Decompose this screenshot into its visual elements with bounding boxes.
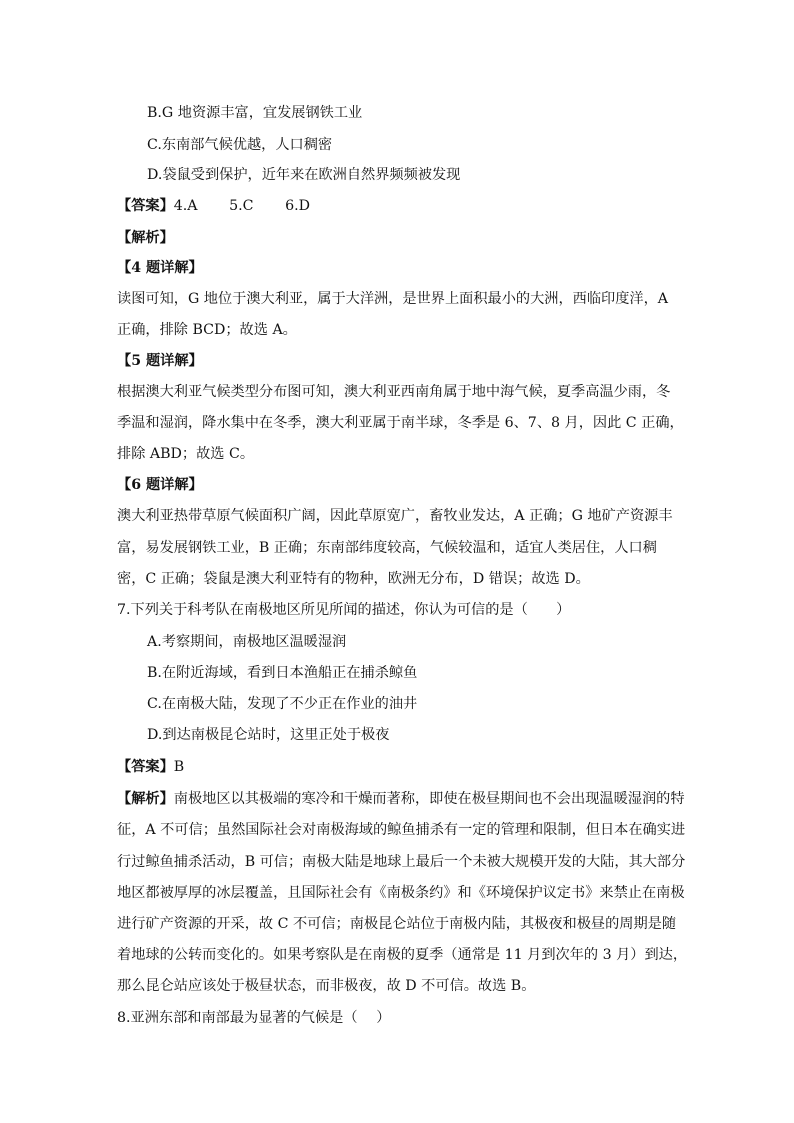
q7-analysis-line-6: 着地球的公转而变化的。如果考察队是在南极的夏季（通常是 11 月到次年的 3 月）到达， bbox=[117, 947, 688, 963]
q7-option-a: A.考察期间，南极地区温暖湿润 bbox=[147, 634, 347, 650]
answer-value: 4.A 5.C 6.D bbox=[173, 198, 310, 214]
q6-line-1: 澳大利亚热带草原气候面积广阔，因此草原宽广，畜牧业发达，A 正确；G 地矿产资源丰 bbox=[117, 508, 673, 524]
q6-line-3: 密，C 正确；袋鼠是澳大利亚特有的物种，欧洲无分布，D 错误；故选 D。 bbox=[117, 571, 590, 587]
q8-stem: 8.亚洲东部和南部最为显著的气候是（ ） bbox=[117, 1010, 391, 1026]
q4-line-1: 读图可知，G 地位于澳大利亚，属于大洋洲，是世界上面积最小的大洲，西临印度洋，A bbox=[117, 291, 669, 307]
answer-label: 【答案】 bbox=[117, 198, 174, 214]
q4-line-2: 正确，排除 BCD；故选 A。 bbox=[117, 322, 297, 338]
q7-option-c: C.在南极大陆，发现了不少正在作业的油井 bbox=[147, 696, 418, 712]
q7-analysis-line-2: 征，A 不可信；虽然国际社会对南极海域的鲸鱼捕杀有一定的管理和限制，但日本在确实进 bbox=[117, 822, 686, 838]
q5-line-2: 季温和湿润，降水集中在冬季，澳大利亚属于南半球，冬季是 6、7、8 月，因此 C 正确， bbox=[117, 415, 684, 431]
q7-option-d: D.到达南极昆仑站时，这里正处于极夜 bbox=[147, 727, 390, 743]
q7-answer-line bbox=[117, 757, 184, 777]
option-d: D.袋鼠受到保护，近年来在欧洲自然界频频被发现 bbox=[147, 167, 461, 183]
q6-line-2: 富，易发展钢铁工业，B 正确；东南部纬度较高，气候较温和，适宜人类居住，人口稠 bbox=[117, 540, 657, 556]
q7-analysis-line-7: 那么昆仑站应该处于极昼状态，而非极夜，故 D 不可信。故选 B。 bbox=[117, 978, 536, 994]
q7-analysis-line-5: 进行矿产资源的开采，故 C 不可信；南极昆仑站位于南极内陆，其极夜和极昼的周期是随 bbox=[117, 916, 677, 932]
q7-analysis-line-4: 地区都被厚厚的冰层覆盖，且国际社会有《南极条约》和《环境保护议定书》来禁止在南极 bbox=[117, 885, 685, 901]
q4-heading: 【4 题详解】 bbox=[117, 260, 203, 276]
option-b: B.G 地资源丰富，宜发展钢铁工业 bbox=[147, 105, 363, 121]
q7-analysis-label: 【解析】 bbox=[117, 791, 174, 807]
q7-answer-label: 【答案】 bbox=[117, 759, 174, 775]
q7-analysis-text-1: 南极地区以其极端的寒冷和干燥而著称，即使在极昼期间也不会出现温暖湿润的特 bbox=[173, 791, 685, 807]
q5-line-1: 根据澳大利亚气候类型分布图可知，澳大利亚西南角属于地中海气候，夏季高温少雨，冬 bbox=[117, 384, 671, 400]
q6-heading: 【6 题详解】 bbox=[117, 477, 203, 493]
q7-answer-value: B bbox=[173, 759, 185, 775]
analysis-label: 【解析】 bbox=[117, 230, 174, 246]
q5-heading: 【5 题详解】 bbox=[117, 353, 203, 369]
q7-option-b: B.在附近海域，看到日本渔船正在捕杀鲸鱼 bbox=[147, 665, 418, 681]
q7-analysis-line-3: 行过鲸鱼捕杀活动，B 可信；南极大陆是地球上最后一个未被大规模开发的大陆，其大部分 bbox=[117, 854, 686, 870]
answer-line bbox=[117, 196, 310, 216]
q7-analysis-line-1 bbox=[117, 789, 685, 809]
q7-stem: 7.下列关于科考队在南极地区所见所闻的描述，你认为可信的是（ ） bbox=[117, 602, 571, 618]
q5-line-3: 排除 ABD；故选 C。 bbox=[117, 446, 255, 462]
option-c: C.东南部气候优越，人口稠密 bbox=[147, 137, 333, 153]
